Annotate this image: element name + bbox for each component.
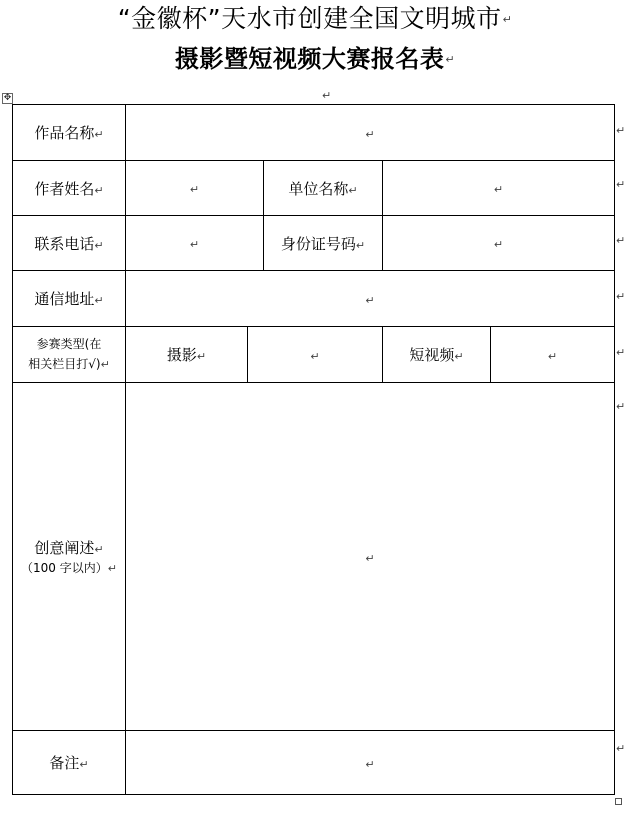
row-end-mark-icon: ↵ [616,124,626,137]
row-address [13,271,615,327]
unit-name-field[interactable]: ↵ [383,161,615,216]
row-end-mark-icon: ↵ [616,742,626,755]
form-title-line-2: 摄影暨短视频大赛报名表↵ [174,45,456,73]
author-name-field[interactable]: ↵ [126,161,264,216]
option-photo-label: 摄影↵ [126,327,248,383]
row-category [13,327,615,383]
option-video-label: 短视频↵ [383,327,491,383]
address-field[interactable]: ↵ [126,271,615,327]
row-end-mark-icon: ↵ [616,290,626,303]
row-phone [13,216,615,271]
idea-field[interactable]: ↵ [126,383,615,731]
remarks-label: 备注↵ [13,731,126,795]
idea-label: 创意阐述↵ （100 字以内）↵ [13,383,126,731]
id-number-label: 身份证号码↵ [264,216,383,271]
category-label: 参赛类型(在 相关栏目打√)↵ [13,327,126,383]
id-number-field[interactable]: ↵ [383,216,615,271]
row-end-mark-icon: ↵ [616,346,626,359]
phone-label: 联系电话↵ [13,216,126,271]
registration-table [12,104,615,795]
table-resize-handle[interactable] [615,798,622,805]
phone-field[interactable]: ↵ [126,216,264,271]
idea-limit-note: （100 字以内） [21,561,108,575]
row-idea [13,383,615,731]
row-work-name [13,105,615,161]
row-end-mark-icon: ↵ [616,234,626,247]
option-video-checkbox-cell[interactable]: ↵ [491,327,615,383]
remarks-field[interactable]: ↵ [126,731,615,795]
table-move-handle-icon[interactable]: ✥ [3,93,12,103]
paragraph-mark-icon: ↵ [322,89,332,102]
row-end-mark-icon: ↵ [616,400,626,413]
row-remarks [13,731,615,795]
unit-name-label: 单位名称↵ [264,161,383,216]
work-name-field[interactable]: ↵ [126,105,615,161]
form-title-line-1: “金徽杯”天水市创建全国文明城市↵ [117,4,513,33]
row-author [13,161,615,216]
work-name-label: 作品名称↵ [13,105,126,161]
row-end-mark-icon: ↵ [616,178,626,191]
address-label: 通信地址↵ [13,271,126,327]
option-photo-checkbox-cell[interactable]: ↵ [248,327,383,383]
author-name-label: 作者姓名↵ [13,161,126,216]
